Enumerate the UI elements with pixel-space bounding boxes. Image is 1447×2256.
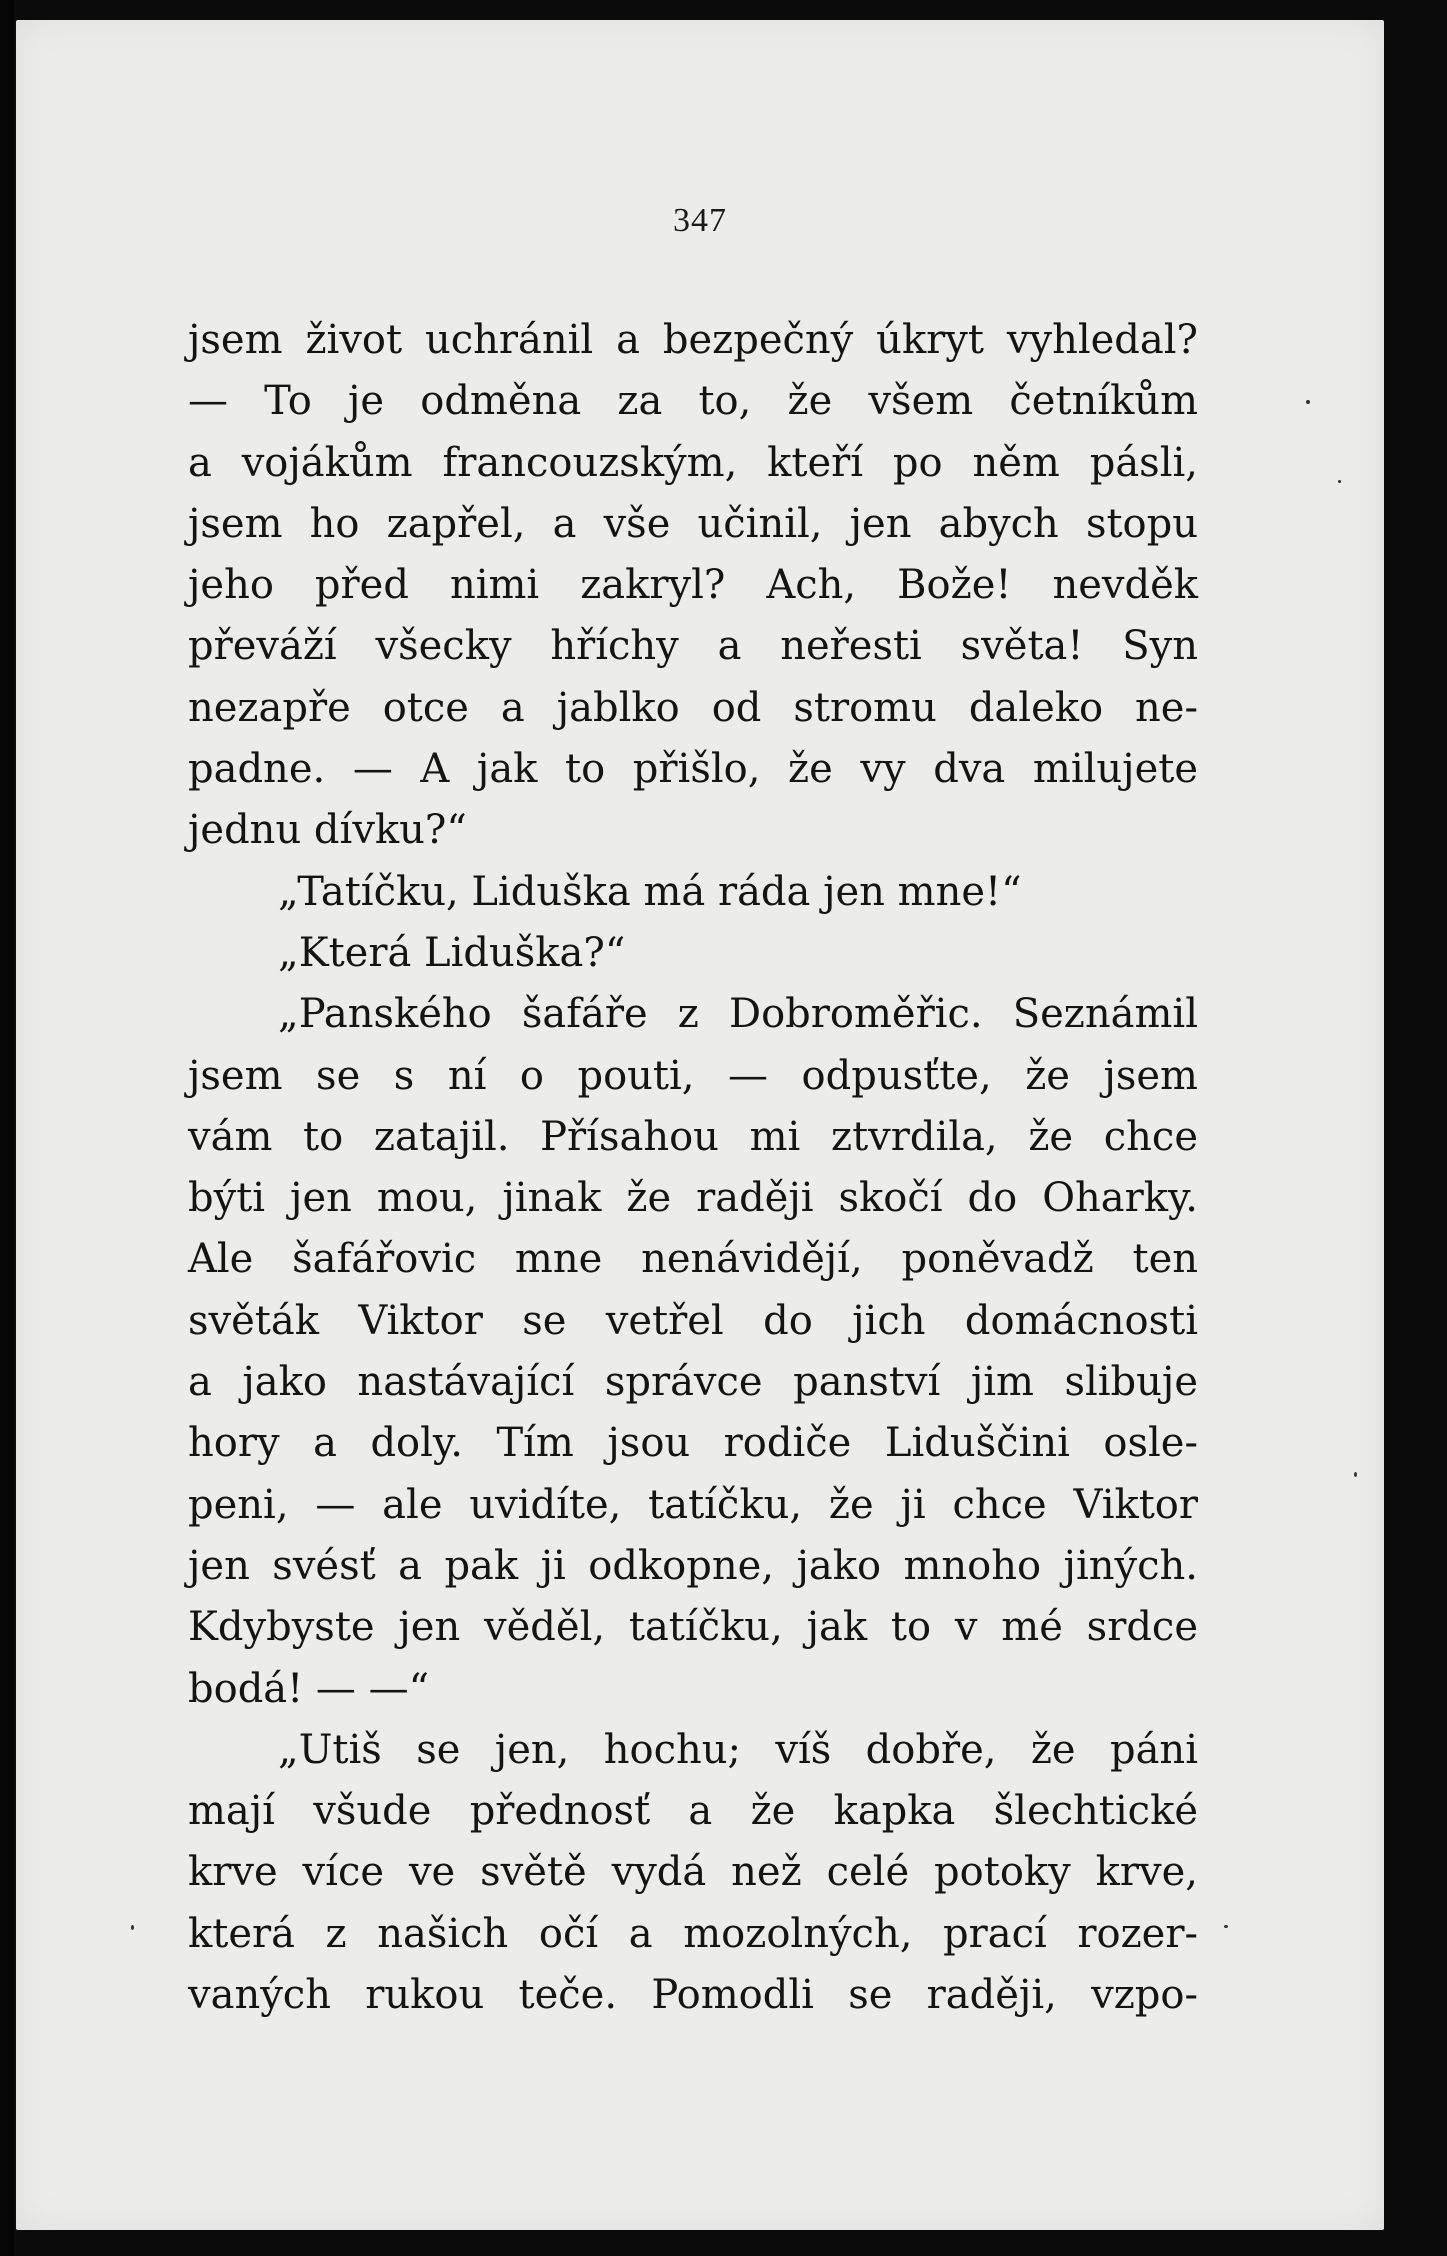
text-line: jeho před nimi zakryl? Ach, Bože! nevděk [188, 562, 1198, 609]
text-line: jen svésť a pak ji odkopne, jako mnoho jiných. [188, 1542, 1198, 1589]
scan-speck [1306, 400, 1310, 404]
text-line: nezapře otce a jablko od stromu daleko ne- [188, 684, 1198, 731]
text-line: jsem se s ní o pouti, — odpusťte, že jsem [188, 1052, 1198, 1099]
paper-sheet [16, 20, 1384, 2230]
text-line: „Která Liduška?“ [278, 929, 626, 976]
text-line: vaných rukou teče. Pomodli se raději, vzpo- [188, 1972, 1198, 2019]
text-line: Ale šafářovic mne nenávidějí, poněvadž ten [188, 1236, 1198, 1283]
text-line: převáží všecky hříchy a neřesti světa! Syn [188, 623, 1198, 670]
text-line: bodá! — —“ [188, 1665, 430, 1712]
binding-shadow [0, 0, 14, 2256]
text-line: „Utiš se jen, hochu; víš dobře, že páni [278, 1726, 1198, 1773]
text-line: „Tatíčku, Liduška má ráda jen mne!“ [278, 868, 1022, 915]
text-line: mají všude přednosť a že kapka šlechtické [188, 1788, 1198, 1835]
text-line: jsem život uchránil a bezpečný úkryt vyhledal? [188, 317, 1198, 363]
text-line: a jako nastávající správce panství jim slibuje [188, 1359, 1198, 1406]
scan-speck [1354, 1472, 1357, 1477]
scan-speck [1224, 1925, 1228, 1928]
text-line: hory a doly. Tím jsou rodiče Liduščini osle- [188, 1420, 1198, 1467]
text-line: krve více ve světě vydá než celé potoky krve, [188, 1849, 1198, 1896]
text-line: — To je odměna za to, že všem četníkům [188, 378, 1198, 425]
text-line: býti jen mou, jinak že raději skočí do Oharky. [188, 1175, 1198, 1222]
text-line: „Panského šafáře z Dobroměřic. Seznámil [278, 991, 1198, 1038]
text-line: světák Viktor se vetřel do jich domácnosti [188, 1297, 1198, 1344]
text-line: peni, — ale uvidíte, tatíčku, že ji chce Viktor [188, 1481, 1198, 1528]
text-line: Kdybyste jen věděl, tatíčku, jak to v mé srdce [188, 1604, 1198, 1651]
page-number: 347 [673, 202, 727, 239]
text-line: jsem ho zapřel, a vše učinil, jen abych stopu [188, 500, 1198, 547]
text-line: padne. — A jak to přišlo, že vy dva milujete [188, 746, 1198, 793]
scan-speck [1338, 480, 1341, 483]
text-line: vám to zatajil. Přísahou mi ztvrdila, že chce [188, 1113, 1198, 1160]
text-line: jednu dívku?“ [188, 807, 467, 854]
text-line: která z našich očí a mozolných, prací rozer- [188, 1910, 1198, 1957]
body-text [188, 310, 1198, 2026]
scan-speck [131, 1925, 134, 1930]
text-line: a vojákům francouzským, kteří po něm pásli, [188, 439, 1198, 486]
